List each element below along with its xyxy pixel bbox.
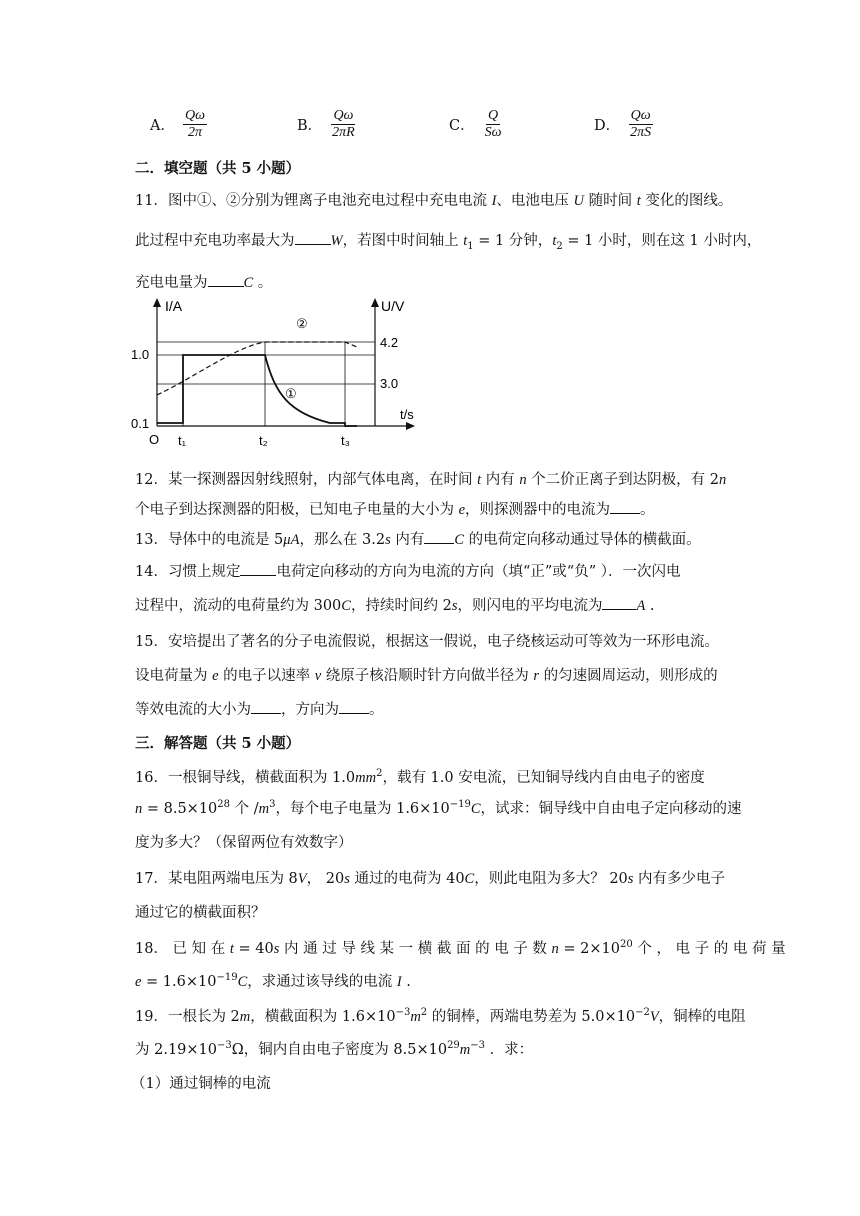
- curve-2-voltage: [157, 342, 357, 395]
- charge-graph: [125, 295, 425, 455]
- left-axis-arrow: [153, 298, 161, 307]
- q16-line2: $n = 8.5\times 10^{28}$ 个 $/m^3$，每个电子电量为 $1.6\times 10^{-19}C$，试求：铜导线中自由电子定向移动的速: [135, 799, 742, 817]
- q12-line1: 12．某一探测器因射线照射，内部气体电离，在时间 t 内有 n 个二价正离子到达阴极，有 2n: [135, 472, 727, 488]
- tick-3.0: 3.0: [380, 376, 399, 391]
- q19-line2: 为 $2.19\times 10^{-3}\Omega$，铜内自由电子密度为 $8.5\times 10^{29}m^{-3}$ ．求：: [135, 1040, 534, 1058]
- tick-1.0: 1.0: [131, 347, 150, 362]
- curve-2-label: ②: [296, 316, 308, 331]
- fraction: $\frac{Q\omega}{2\pi R}$: [332, 108, 355, 140]
- tick-4.2: 4.2: [380, 335, 399, 350]
- option-c: C． $\frac{Q}{S\omega}$: [449, 108, 502, 140]
- q19-sub1: （1）通过铜棒的电流: [131, 1076, 271, 1092]
- q17-line2: 通过它的横截面积？: [135, 905, 266, 921]
- q16-line3: 度为多大？（保留两位有效数字）: [135, 835, 353, 851]
- tick-t1: t₁: [178, 433, 186, 448]
- fraction: $\frac{Q}{S\omega}$: [484, 108, 502, 140]
- option-b: B． $\frac{Q\omega}{2\pi R}$: [297, 108, 355, 140]
- q15-line3: 等效电流的大小为 ，方向为 。: [135, 702, 384, 718]
- q18-line1: 18． 已 知 在 t = 40s 内 通 过 导 线 某 一 横 截 面 的 电 子 数 $n = 2\times 10^{20}$ 个 ， 电 子 的 电 荷 量: [135, 939, 786, 957]
- q15-line1: 15．安培提出了著名的分子电流假说，根据这一假说，电子绕核运动可等效为一环形电流。: [135, 634, 719, 650]
- fraction: $\frac{Q\omega}{2\pi S}$: [630, 108, 652, 140]
- q11-line3: 充电电量为 C 。: [135, 275, 273, 291]
- y-left-label: I/A: [165, 298, 183, 314]
- y-right-label: U/V: [381, 298, 405, 314]
- q15-line2: 设电荷量为 e 的电子以速率 v 绕原子核沿顺时针方向做半径为 r 的匀速圆周运动，则形成的: [135, 668, 718, 684]
- origin-label: O: [149, 432, 160, 447]
- q13-line: 13．导体中的电流是 5μA，那么在 3.2s 内有 C 的电荷定向移动通过导体的横截面。: [135, 532, 701, 548]
- q11-line2: 此过程中充电功率最大为 W，若图中时间轴上 $t_1 = 1$ 分钟，$t_2 = 1$ 小时，则在这 1 小时内，: [135, 233, 762, 252]
- q17-line1: 17．某电阻两端电压为 8V， 20s 通过的电荷为 40C，则此电阻为多大？ 20s 内有多少电子: [135, 871, 726, 887]
- q11-line1: 11．图中①、②分别为锂离子电池充电过程中充电电流 I、电池电压 U 随时间 t 变化的图线。: [135, 193, 733, 209]
- q12-line2: 个电子到达探测器的阳极，已知电子电量的大小为 e，则探测器中的电流为 。: [135, 502, 655, 518]
- section-heading-solution: 三．解答题（共 5 小题）: [135, 735, 301, 752]
- section-heading-fill-in: 二．填空题（共 5 小题）: [135, 160, 301, 177]
- tick-0.1: 0.1: [131, 416, 150, 431]
- tick-t2: t₂: [259, 433, 268, 448]
- option-d: D． $\frac{Q\omega}{2\pi S}$: [594, 108, 652, 140]
- q18-line2: $e = 1.6\times 10^{-19}C$，求通过该导线的电流 I .: [135, 972, 411, 990]
- q16-line1: 16．一根铜导线，横截面积为 $1.0mm^2$，载有 1.0 安电流，已知铜导线内自由电子的密度: [135, 768, 705, 786]
- x-axis-label: t/s: [400, 407, 414, 422]
- right-axis-arrow: [371, 298, 379, 307]
- q19-line1: 19．一根长为 2m，横截面积为 $1.6\times 10^{-3}m^2$ 的铜棒，两端电势差为 $5.0\times 10^{-2}V$，铜棒的电阻: [135, 1007, 746, 1025]
- option-a: A． $\frac{Q\omega}{2\pi}$: [150, 108, 205, 140]
- fraction: $\frac{Q\omega}{2\pi}$: [184, 108, 205, 140]
- q14-line1: 14．习惯上规定 电荷定向移动的方向为电流的方向（填“正”或“负” ）．一次闪电: [135, 564, 681, 580]
- x-axis-arrow: [406, 422, 415, 430]
- q14-line2: 过程中，流动的电荷量约为 300C，持续时间约 2s，则闪电的平均电流为 A .: [135, 598, 655, 614]
- curve-1-current: [157, 355, 357, 426]
- curve-1-label: ①: [285, 386, 297, 401]
- tick-t3: t₃: [341, 433, 350, 448]
